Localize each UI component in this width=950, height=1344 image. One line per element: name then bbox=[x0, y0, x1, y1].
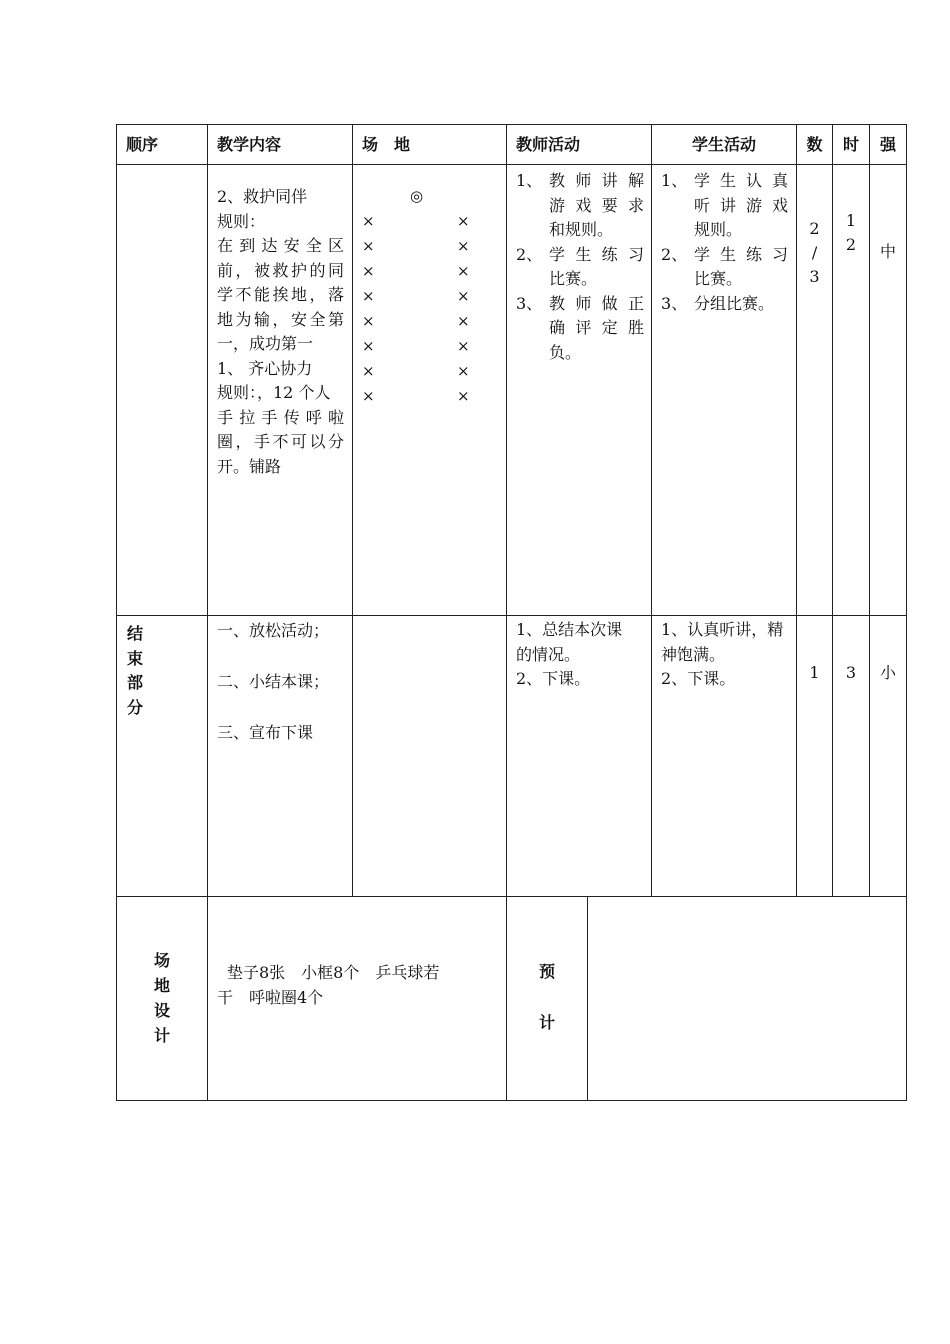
content-line: 一，成功第一 bbox=[217, 334, 314, 353]
design-row bbox=[117, 897, 907, 1101]
header-teacher: 教师活动 bbox=[507, 125, 652, 165]
student-left-mark: × bbox=[362, 362, 375, 380]
student-left-mark: × bbox=[362, 287, 375, 305]
ending-intensity-cell: 小 bbox=[870, 616, 907, 897]
student-line: 2、下课。 bbox=[661, 669, 736, 688]
game-teacher-cell bbox=[507, 165, 652, 616]
content-line: 圈，手不可以分 bbox=[217, 432, 344, 451]
time-char: 2 bbox=[845, 235, 857, 254]
teacher-item-1 bbox=[516, 169, 644, 243]
order-char: 束 bbox=[127, 648, 144, 668]
student-item-1 bbox=[661, 169, 788, 243]
estimate-label-cell bbox=[507, 897, 588, 1101]
item-line: 确评定胜 bbox=[549, 318, 645, 337]
content-line: 在到达安全区 bbox=[217, 236, 344, 255]
item-number: 2、 bbox=[661, 244, 688, 264]
student-left-mark: × bbox=[362, 312, 375, 330]
ending-student-cell bbox=[652, 616, 797, 897]
student-left-mark: × bbox=[362, 262, 375, 280]
student-right-mark: × bbox=[457, 237, 470, 255]
content-line: 开。铺路 bbox=[217, 456, 282, 476]
header-student: 学生活动 bbox=[652, 125, 797, 165]
content-line: 学不能挨地，落 bbox=[217, 285, 344, 304]
content-line: 前，被救护的同 bbox=[217, 260, 344, 280]
student-item-2 bbox=[661, 243, 788, 292]
student-right-mark: × bbox=[457, 337, 470, 355]
game-time-cell bbox=[833, 165, 870, 616]
content-line: 2、救护同伴 bbox=[217, 187, 308, 206]
header-venue: 场 地 bbox=[353, 125, 507, 165]
ending-order-cell bbox=[117, 616, 208, 897]
game-venue-cell bbox=[353, 165, 507, 616]
student-line: 1、认真听讲，精 bbox=[661, 620, 784, 639]
item-number: 1、 bbox=[516, 171, 543, 190]
student-right-mark: × bbox=[457, 262, 470, 280]
header-time: 时 bbox=[833, 125, 870, 165]
content-line: 三、宣布下课 bbox=[217, 723, 314, 742]
item-number: 1、 bbox=[661, 171, 688, 190]
student-left-mark: × bbox=[362, 237, 375, 255]
item-number: 3、 bbox=[516, 293, 543, 313]
item-line: 规则。 bbox=[694, 220, 743, 239]
time-char: 1 bbox=[845, 211, 857, 230]
lesson-plan-table bbox=[116, 124, 907, 1101]
equipment-line: 垫子8张 小框8个 乒乓球若 bbox=[227, 963, 440, 982]
equipment-cell bbox=[208, 897, 507, 1101]
content-line: 地为输，安全第 bbox=[217, 309, 344, 329]
item-line: 比赛。 bbox=[694, 269, 743, 288]
student-left-mark: × bbox=[362, 387, 375, 405]
content-line bbox=[217, 644, 344, 670]
ending-teacher-cell bbox=[507, 616, 652, 897]
equipment-line: 干 呼啦圈4个 bbox=[217, 988, 324, 1007]
design-char: 设 bbox=[153, 1001, 170, 1020]
item-line: 游戏要求 bbox=[549, 195, 645, 215]
teacher-line: 的情况。 bbox=[516, 644, 581, 664]
content-line: 手拉手传呼啦 bbox=[217, 407, 344, 427]
teacher-item-2 bbox=[516, 243, 644, 292]
count-char: 3 bbox=[809, 267, 820, 286]
header-row bbox=[117, 125, 907, 165]
item-line: 比赛。 bbox=[549, 269, 598, 288]
student-left-mark: × bbox=[362, 212, 375, 230]
item-line: 教师做正 bbox=[549, 293, 645, 313]
game-count-cell bbox=[797, 165, 833, 616]
game-row bbox=[117, 165, 907, 616]
game-content-cell bbox=[208, 165, 353, 616]
game-intensity-cell: 中 bbox=[870, 165, 907, 616]
item-line: 和规则。 bbox=[549, 220, 614, 239]
content-line: 规则：，12 个人 bbox=[217, 383, 331, 402]
student-right-mark: × bbox=[457, 362, 470, 380]
item-line: 学生练习 bbox=[694, 244, 789, 264]
item-line: 负。 bbox=[549, 342, 582, 362]
item-line: 教师讲解 bbox=[549, 171, 645, 190]
ending-row bbox=[117, 616, 907, 897]
game-order-cell bbox=[117, 165, 208, 616]
student-item-3 bbox=[661, 292, 788, 317]
design-char: 场 bbox=[153, 951, 170, 970]
design-char: 地 bbox=[153, 976, 170, 995]
teacher-item-3 bbox=[516, 292, 644, 366]
content-line: 一、放松活动； bbox=[217, 621, 330, 640]
ending-time-cell: 3 bbox=[833, 616, 870, 897]
header-intensity: 强 bbox=[870, 125, 907, 165]
header-order: 顺序 bbox=[117, 125, 208, 165]
content-line: 规则： bbox=[217, 211, 266, 231]
student-right-mark: × bbox=[457, 387, 470, 405]
item-number: 3、 bbox=[661, 293, 688, 313]
item-line: 学生练习 bbox=[549, 244, 645, 264]
content-line: 1、 齐心协力 bbox=[217, 358, 313, 378]
ending-count-cell: 1 bbox=[797, 616, 833, 897]
content-line bbox=[217, 695, 344, 721]
header-content: 教学内容 bbox=[208, 125, 353, 165]
venue-formation-diagram bbox=[353, 165, 506, 613]
order-char: 部 bbox=[127, 673, 144, 692]
header-count: 数 bbox=[797, 125, 833, 165]
teacher-position-mark: ◎ bbox=[410, 187, 424, 205]
student-right-mark: × bbox=[457, 212, 470, 230]
estimate-value-cell bbox=[588, 897, 907, 1101]
teacher-line: 1、总结本次课 bbox=[516, 620, 623, 639]
estimate-char: 计 bbox=[538, 1012, 555, 1032]
design-char: 计 bbox=[153, 1026, 170, 1045]
content-line: 二、小结本课； bbox=[217, 672, 330, 691]
ending-content-cell bbox=[208, 616, 353, 897]
count-char: / bbox=[811, 243, 818, 262]
student-right-mark: × bbox=[457, 287, 470, 305]
order-char: 结 bbox=[127, 624, 144, 643]
item-number: 2、 bbox=[516, 244, 543, 264]
design-label-cell bbox=[117, 897, 208, 1101]
student-line: 神饱满。 bbox=[661, 644, 726, 664]
student-right-mark: × bbox=[457, 312, 470, 330]
item-line: 分组比赛。 bbox=[694, 293, 775, 313]
item-line: 学生认真 bbox=[694, 171, 789, 190]
item-line: 听讲游戏 bbox=[694, 195, 789, 215]
student-left-mark: × bbox=[362, 337, 375, 355]
teacher-line: 2、下课。 bbox=[516, 669, 591, 688]
count-char: 2 bbox=[809, 219, 820, 238]
ending-venue-cell bbox=[353, 616, 507, 897]
estimate-char: 预 bbox=[538, 962, 555, 981]
game-student-cell bbox=[652, 165, 797, 616]
order-char: 分 bbox=[127, 697, 144, 717]
